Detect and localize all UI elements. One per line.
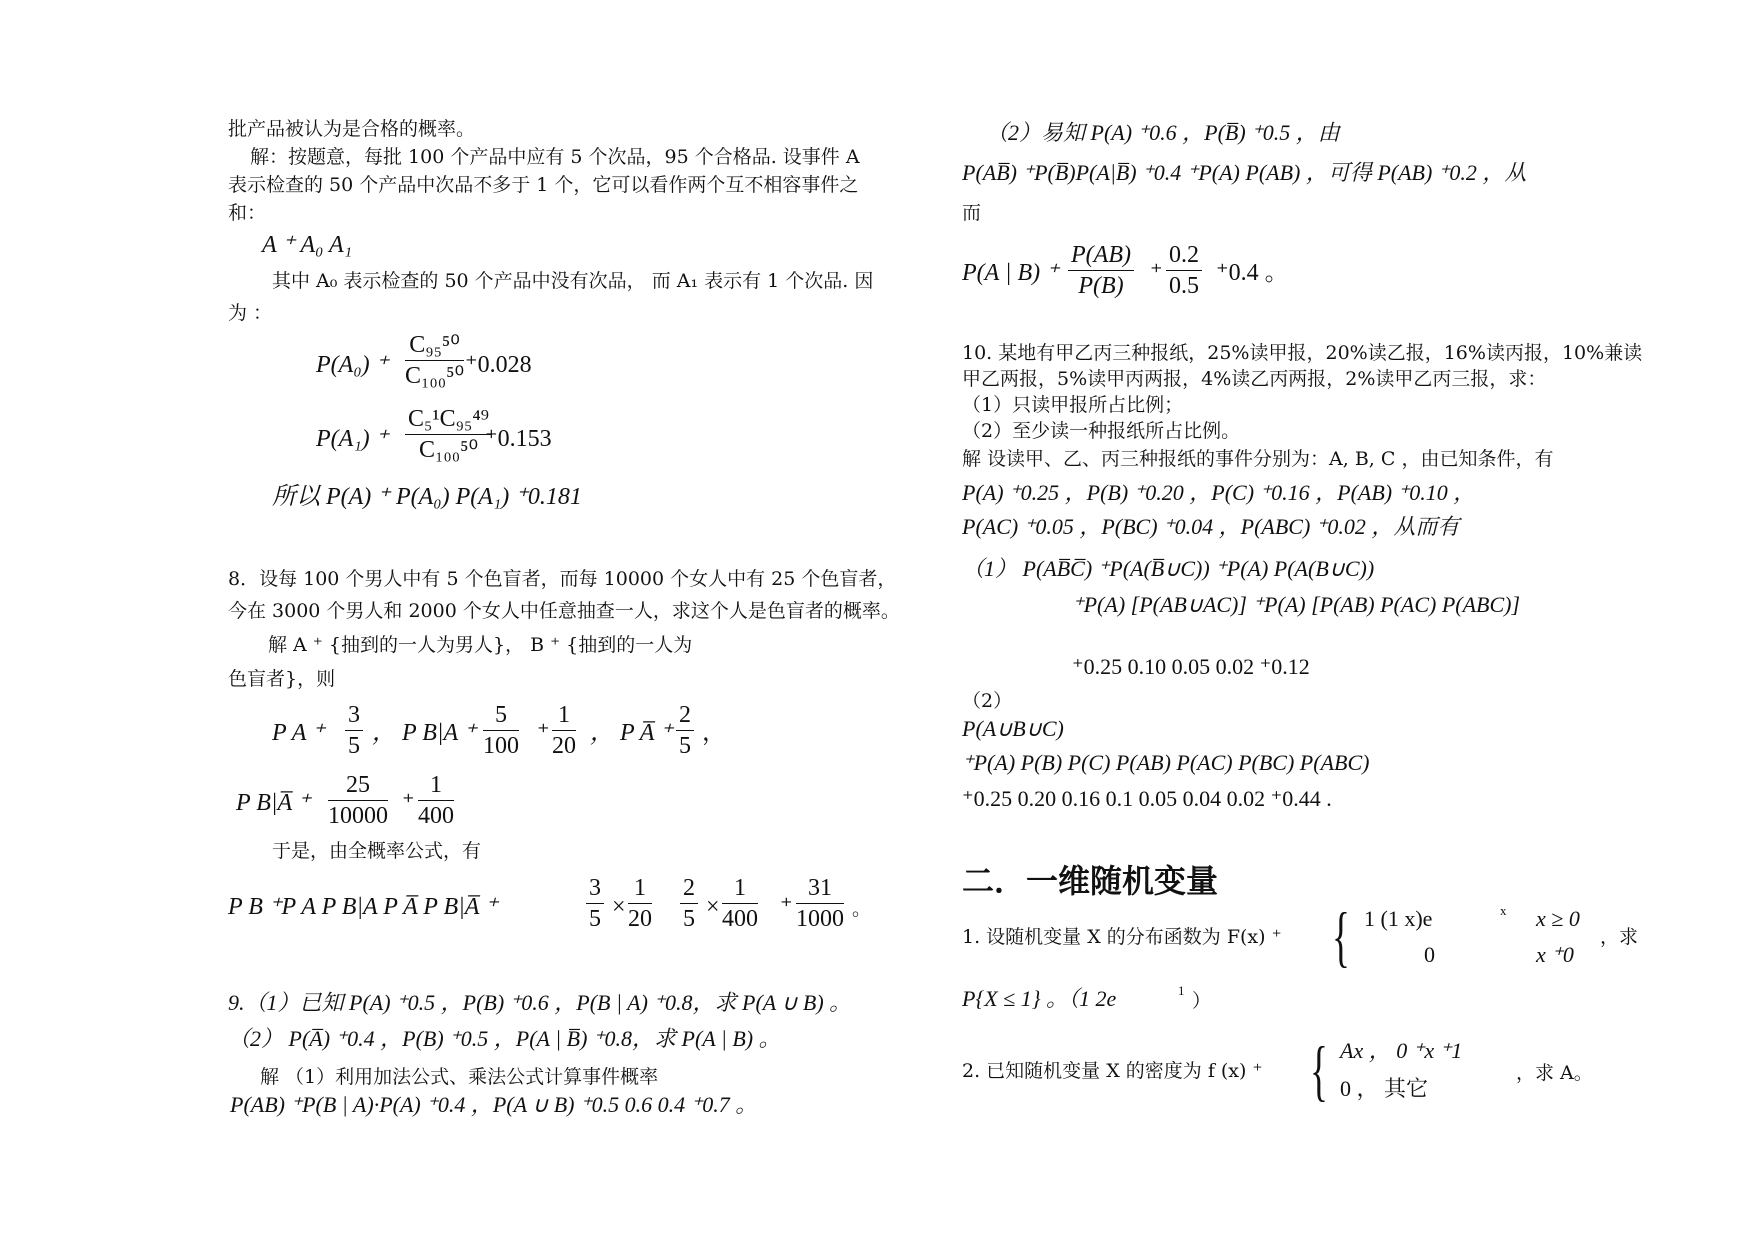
text-line: 10. 某地有甲乙丙三种报纸，25%读甲报，20%读乙报，16%读丙报，10%兼读 <box>962 342 1643 364</box>
text-line: 。 <box>852 898 872 920</box>
text-line: 解 设读甲、乙、丙三种报纸的事件分别为：A, B, C ，由已知条件，有 <box>962 448 1554 470</box>
text-line: 为 ： <box>228 302 273 324</box>
formula: Ax ， 0 ⁺x ⁺1 <box>1340 1038 1463 1063</box>
formula: 9.（1）已知 P(A) ⁺0.5 ，P(B) ⁺0.6 ，P(B | A) ⁺0.8，求 P(A ∪ B) 。 <box>228 990 852 1015</box>
formula-pa1-lhs: P(A₁) ⁺ <box>316 426 389 452</box>
formula: × <box>612 894 626 920</box>
denominator: 400 <box>722 906 758 932</box>
text-line: 其中 A₀ 表示检查的 50 个产品中没有次品， 而 A₁ 表示有 1 个次品. 因 <box>272 270 874 292</box>
formula: × <box>706 894 720 920</box>
denominator: 20 <box>628 906 652 932</box>
left-brace: { <box>1332 898 1350 974</box>
fraction <box>722 873 758 934</box>
formula: ⁺ <box>402 790 415 816</box>
fraction <box>328 770 388 831</box>
text-line: 今在 3000 个男人和 2000 个女人中任意抽查一人，求这个人是色盲者的概率。 <box>228 600 900 622</box>
formula: ⁺0.25 0.20 0.16 0.1 0.05 0.04 0.02 ⁺0.44 . <box>962 786 1332 811</box>
formula: ⁺0.25 0.10 0.05 0.02 ⁺0.12 <box>1072 654 1310 679</box>
text-line: 表示检查的 50 个产品中次品不多于 1 个，它可以看作两个互不相容事件之 <box>228 174 859 196</box>
fraction <box>1166 240 1202 301</box>
fraction <box>586 873 604 934</box>
formula: 0 <box>1424 942 1435 967</box>
formula: （1） P(AB̅C̅) ⁺P(A(B̅∪C)) ⁺P(A) P(A(B∪C)) <box>962 556 1375 581</box>
formula: ⁺ <box>1150 260 1163 286</box>
text-line: 解 （1）利用加法公式、乘法公式计算事件概率 <box>260 1066 659 1088</box>
formula: （2）易知 P(A) ⁺0.6 ，P(B̅) ⁺0.5 ，由 <box>986 120 1340 145</box>
formula: 1 (1 x)e <box>1364 906 1433 931</box>
text-line: （2） <box>962 690 1013 712</box>
section-heading: 二．一维随机变量 <box>962 862 1219 900</box>
denominator: 0.5 <box>1169 273 1199 299</box>
denominator: 400 <box>418 803 454 829</box>
formula: P(A) ⁺0.25 ，P(B) ⁺0.20 ，P(C) ⁺0.16 ，P(AB) ⁺0.10 ， <box>962 480 1476 505</box>
denominator: C₁₀₀⁵⁰ <box>405 363 465 389</box>
formula: ， P B|A ⁺ <box>372 720 477 746</box>
formula: x ≥ 0 <box>1536 906 1580 931</box>
text-line: ，求 A。 <box>1516 1062 1593 1084</box>
formula: P A ⁺ <box>272 720 325 746</box>
formula-pa0-rhs: ⁺0.028 <box>465 352 532 378</box>
numerator: 2 <box>680 873 698 904</box>
denominator: 20 <box>552 733 576 759</box>
denominator: 1000 <box>796 906 844 932</box>
numerator: 1 <box>722 873 758 904</box>
formula: P B|A̅ ⁺ <box>236 790 311 816</box>
denominator: C₁₀₀⁵⁰ <box>418 437 479 463</box>
fraction <box>552 700 576 761</box>
text-line: （2）至少读一种报纸所占比例。 <box>962 420 1241 442</box>
numerator: C₅¹C₉₅⁴⁹ <box>405 404 492 435</box>
numerator: 1 <box>552 700 576 731</box>
formula: ， P A̅ ⁺ <box>590 720 673 746</box>
formula: （2） P(A̅) ⁺0.4 ，P(B) ⁺0.5 ，P(A | B̅) ⁺0.8，求 P(A | B) 。 <box>228 1026 781 1051</box>
numerator: 2 <box>676 700 694 731</box>
formula: P(AC) ⁺0.05 ，P(BC) ⁺0.04 ，P(ABC) ⁺0.02 ，从而有 <box>962 514 1460 539</box>
formula-pa0-lhs: P(A₀) ⁺ <box>316 352 389 378</box>
numerator: 5 <box>483 700 519 731</box>
formula: P(AB̅) ⁺P(B̅)P(A|B̅) ⁺0.4 ⁺P(A) P(AB) ，可得 P(AB) ⁺0.2 ，从 <box>962 160 1527 185</box>
fraction <box>796 873 844 934</box>
formula: ⁺ <box>780 894 793 920</box>
text-line: 1. 设随机变量 X 的分布函数为 F(x) ⁺ <box>962 926 1282 948</box>
text-line: 甲乙两报，5%读甲丙两报，4%读乙丙两报，2%读甲乙丙三报，求： <box>962 368 1547 390</box>
fraction <box>345 700 363 761</box>
denominator: 100 <box>483 733 519 759</box>
numerator: 1 <box>628 873 652 904</box>
text-line: 和： <box>228 202 267 224</box>
superscript: x <box>1500 903 1507 918</box>
formula: P(A∪B∪C) <box>962 716 1064 741</box>
numerator: P(AB) <box>1068 240 1134 271</box>
formula-pa1-rhs: ⁺0.153 <box>485 426 552 452</box>
fraction <box>405 404 492 465</box>
numerator: C₉₅⁵⁰ <box>405 330 464 361</box>
superscript: 1 <box>1178 983 1185 998</box>
text-line: ） <box>1192 990 1212 1012</box>
text-line: 8．设每 100 个男人中有 5 个色盲者，而每 10000 个女人中有 25 个色盲者， <box>228 568 897 590</box>
formula: ⁺ <box>537 720 550 746</box>
formula: P{X ≤ 1} 。（1 2e <box>962 986 1117 1011</box>
denominator: 5 <box>348 733 360 759</box>
formula: P B ⁺P A P B|A P A̅ P B|A̅ ⁺ <box>228 894 498 920</box>
fraction <box>628 873 652 934</box>
text-line: 解 A ⁺ {抽到的一人为男人}， B ⁺ {抽到的一人为 <box>268 634 693 656</box>
formula: P(A | B) ⁺ <box>962 260 1059 286</box>
text-line: 2. 已知随机变量 X 的密度为 f (x) ⁺ <box>962 1060 1263 1082</box>
fraction <box>676 700 694 761</box>
denominator: 10000 <box>328 803 388 829</box>
text-line: （1）只读甲报所占比例； <box>962 394 1184 416</box>
fraction <box>418 770 454 831</box>
denominator: 5 <box>683 906 695 932</box>
formula: P(AB) ⁺P(B | A)·P(A) ⁺0.4 ，P(A ∪ B) ⁺0.5 0.6 0.4 ⁺0.7 。 <box>230 1092 758 1117</box>
denominator: 5 <box>589 906 601 932</box>
numerator: 0.2 <box>1166 240 1202 271</box>
left-brace: { <box>1310 1032 1328 1108</box>
fraction <box>1068 240 1134 301</box>
denominator: P(B) <box>1078 273 1124 299</box>
formula: ， <box>702 720 726 746</box>
text-line: 批产品被认为是合格的概率。 <box>228 118 476 140</box>
formula: x ⁺0 <box>1536 942 1574 967</box>
numerator: 3 <box>586 873 604 904</box>
formula: 0 ， 其它 <box>1340 1076 1429 1101</box>
formula: ⁺0.4 。 <box>1216 260 1289 286</box>
formula: 所以 P(A) ⁺ P(A₀) P(A₁) ⁺0.181 <box>272 484 582 510</box>
numerator: 3 <box>345 700 363 731</box>
text-line: 解：按题意，每批 100 个产品中应有 5 个次品，95 个合格品. 设事件 A <box>250 146 860 168</box>
numerator: 1 <box>418 770 454 801</box>
fraction <box>680 873 698 934</box>
text-line: 而 <box>962 202 982 224</box>
text-line: 色盲者}，则 <box>228 668 336 690</box>
formula: A ⁺ A₀ A₁ <box>262 232 353 258</box>
text-line: ，求 <box>1600 926 1639 948</box>
denominator: 5 <box>679 733 691 759</box>
formula: ⁺P(A) [P(AB∪AC)] ⁺P(A) [P(AB) P(AC) P(ABC)] <box>1072 592 1521 617</box>
numerator: 25 <box>328 770 388 801</box>
fraction <box>483 700 519 761</box>
text-line: 于是，由全概率公式，有 <box>272 840 482 862</box>
formula: ⁺P(A) P(B) P(C) P(AB) P(AC) P(BC) P(ABC) <box>962 750 1370 775</box>
numerator: 31 <box>796 873 844 904</box>
fraction <box>405 330 464 391</box>
